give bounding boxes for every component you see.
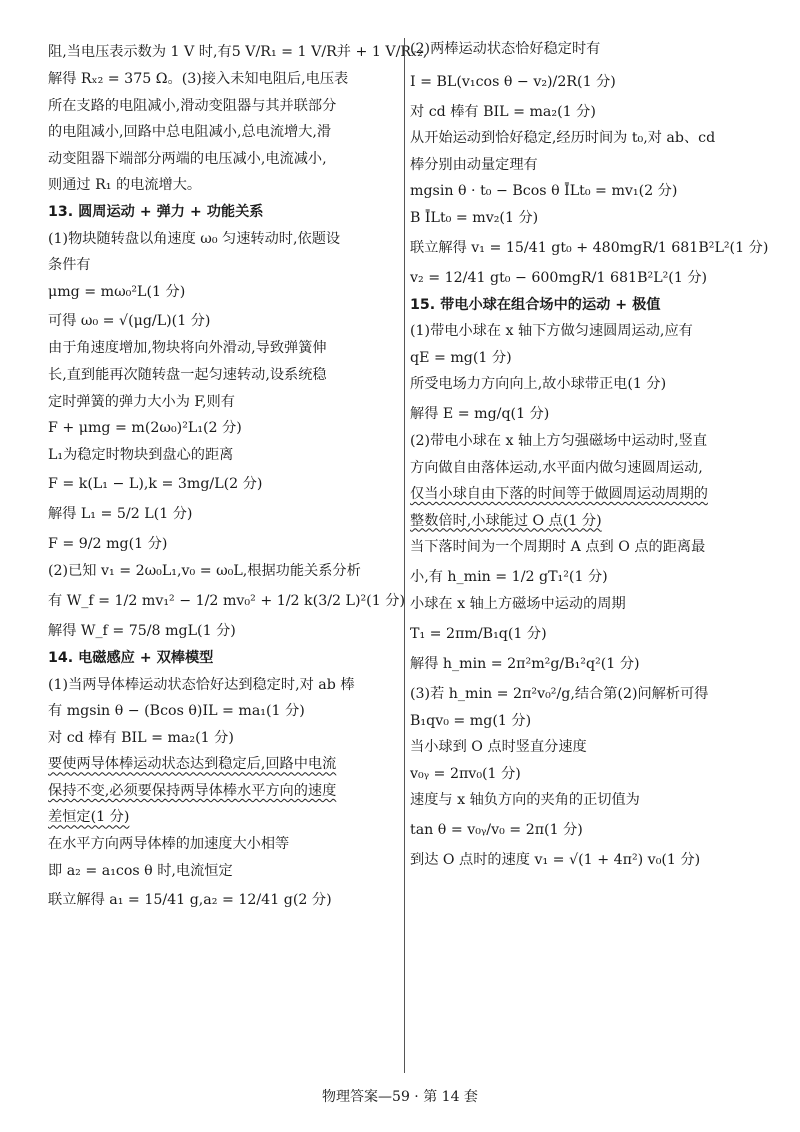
text-line: 长,直到能再次随转盘一起匀速转动,设系统稳 xyxy=(48,366,327,383)
text-line: 对 cd 棒有 BIL = ma₂(1 分) xyxy=(410,103,596,120)
text-line: 速度与 x 轴负方向的夹角的正切值为 xyxy=(410,792,640,809)
text-line xyxy=(48,808,398,826)
right-column xyxy=(410,40,769,878)
text-line: qE = mg(1 分) xyxy=(410,349,512,366)
text-line: 所受电场力方向向上,故小球带正电(1 分) xyxy=(410,376,667,393)
text-line: 棒分别由动量定理有 xyxy=(410,156,538,173)
text-line: 条件有 xyxy=(48,257,91,274)
section-heading: 15. 带电小球在组合场中的运动 + 极值 xyxy=(410,296,661,313)
page-footer: 物理答案—59 · 第 14 套 xyxy=(322,1089,478,1105)
text-line: 即 a₂ = a₁cos θ 时,电流恒定 xyxy=(48,862,233,879)
text-line: μmg = mω₀²L(1 分) xyxy=(48,283,186,300)
text-line: 可得 ω₀ = √(μg/L)(1 分) xyxy=(48,313,211,330)
emphasis-underline: 要使两导体棒运动状态达到稳定后,回路中电流 xyxy=(48,756,337,773)
text-line: 在水平方向两导体棒的加速度大小相等 xyxy=(48,836,290,853)
text-line: F = k(L₁ − L),k = 3mg/L(2 分) xyxy=(48,476,263,493)
text-line: (2)已知 v₁ = 2ω₀L₁,v₀ = ω₀L,根据功能关系分析 xyxy=(48,563,361,580)
left-column xyxy=(48,40,428,918)
text-line: 动变阻器下端部分两端的电压减小,电流减小, xyxy=(48,150,327,167)
text-line xyxy=(410,485,760,503)
text-line: 解得 E = mg/q(1 分) xyxy=(410,405,550,422)
text-line: L₁为稳定时物块到盘心的距离 xyxy=(48,446,234,463)
text-line: 解得 W_f = 75/8 mgL(1 分) xyxy=(48,622,236,639)
emphasis-underline: 保持不变,必须要保持两导体棒水平方向的速度 xyxy=(48,782,337,799)
text-line: B₁qv₀ = mg(1 分) xyxy=(410,712,532,729)
text-line: 有 W_f = 1/2 mv₁² − 1/2 mv₀² + 1/2 k(3/2 L)²(1 分) xyxy=(48,592,405,609)
text-line: 的电阻减小,回路中总电阻减小,总电流增大,滑 xyxy=(48,124,332,141)
text-line: v₂ = 12/41 gt₀ − 600mgR/1 681B²L²(1 分) xyxy=(410,269,708,286)
text-line xyxy=(48,755,398,773)
emphasis-underline: 差恒定(1 分) xyxy=(48,809,130,826)
emphasis-underline: 整数倍时,小球能过 O 点(1 分) xyxy=(410,512,602,529)
text-line: 方向做自由落体运动,水平面内做匀速圆周运动, xyxy=(410,459,703,476)
text-line: 阻,当电压表示数为 1 V 时,有5 V/R₁ = 1 V/R并 + 1 V/Rₓ₂, xyxy=(48,44,428,60)
text-line: 联立解得 a₁ = 15/41 g,a₂ = 12/41 g(2 分) xyxy=(48,892,332,909)
text-line: (1)物块随转盘以角速度 ω₀ 匀速转动时,依题设 xyxy=(48,230,341,247)
column-divider xyxy=(404,38,405,1073)
text-line: (2)两棒运动状态恰好稳定时有 xyxy=(410,41,601,57)
text-line xyxy=(410,512,760,530)
text-line: 小球在 x 轴上方磁场中运动的周期 xyxy=(410,595,626,612)
section-heading: 13. 圆周运动 + 弹力 + 功能关系 xyxy=(48,203,264,220)
text-line: 则通过 R₁ 的电流增大。 xyxy=(48,177,202,194)
text-line: B ĪLt₀ = mv₂(1 分) xyxy=(410,209,539,226)
text-line: T₁ = 2πm/B₁q(1 分) xyxy=(410,625,547,642)
text-line: tan θ = v₀ᵧ/v₀ = 2π(1 分) xyxy=(410,821,583,838)
text-line: 解得 h_min = 2π²m²g/B₁²q²(1 分) xyxy=(410,655,640,672)
text-line: 小,有 h_min = 1/2 gT₁²(1 分) xyxy=(410,568,608,585)
text-line: 由于角速度增加,物块将向外滑动,导致弹簧伸 xyxy=(48,340,327,357)
text-line: (1)带电小球在 x 轴下方做匀速圆周运动,应有 xyxy=(410,323,693,340)
text-line: 解得 L₁ = 5/2 L(1 分) xyxy=(48,506,193,523)
text-line: F + μmg = m(2ω₀)²L₁(2 分) xyxy=(48,420,242,437)
text-line: (1)当两导体棒运动状态恰好达到稳定时,对 ab 棒 xyxy=(48,676,355,693)
text-line: 当小球到 O 点时竖直分速度 xyxy=(410,739,587,756)
text-line: 定时弹簧的弹力大小为 F,则有 xyxy=(48,393,235,410)
text-line: mgsin θ · t₀ − Bcos θ ĪLt₀ = mv₁(2 分) xyxy=(410,183,678,200)
text-line: 解得 Rₓ₂ = 375 Ω。(3)接入未知电阻后,电压表 xyxy=(48,71,349,87)
section-heading: 14. 电磁感应 + 双棒模型 xyxy=(48,649,214,666)
text-line: 从开始运动到恰好稳定,经历时间为 t₀,对 ab、cd xyxy=(410,130,716,147)
text-line: 联立解得 v₁ = 15/41 gt₀ + 480mgR/1 681B²L²(1 分) xyxy=(410,239,769,256)
text-line: 到达 O 点时的速度 v₁ = √(1 + 4π²) v₀(1 分) xyxy=(410,851,701,868)
text-line: 当下落时间为一个周期时 A 点到 O 点的距离最 xyxy=(410,539,706,556)
text-line: (2)带电小球在 x 轴上方匀强磁场中运动时,竖直 xyxy=(410,432,708,449)
text-line: 有 mgsin θ − (Bcos θ)IL = ma₁(1 分) xyxy=(48,703,305,720)
text-line: F = 9/2 mg(1 分) xyxy=(48,536,168,553)
text-line: v₀ᵧ = 2πv₀(1 分) xyxy=(410,765,521,782)
text-line: 对 cd 棒有 BIL = ma₂(1 分) xyxy=(48,729,234,746)
text-line: 所在支路的电阻减小,滑动变阻器与其并联部分 xyxy=(48,97,337,114)
emphasis-underline: 仅当小球自由下落的时间等于做圆周运动周期的 xyxy=(410,486,708,503)
text-line: (3)若 h_min = 2π²v₀²/g,结合第(2)问解析可得 xyxy=(410,685,709,702)
text-line: I = BL(v₁cos θ − v₂)/2R(1 分) xyxy=(410,73,616,90)
text-line xyxy=(48,782,398,800)
